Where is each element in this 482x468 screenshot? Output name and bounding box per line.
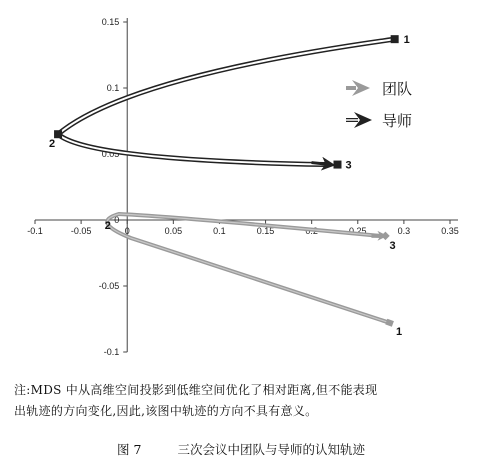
x-tick-label: 0.35: [441, 226, 459, 236]
y-tick-label: 0: [114, 215, 120, 225]
y-tick-label: -0.05: [98, 281, 120, 291]
x-tick-label: 0.15: [256, 226, 275, 236]
mentor-label-3: 3: [345, 159, 352, 172]
mentor-point-1: [391, 35, 399, 43]
note-line-2: 出轨迹的方向变化,因此,该图中轨迹的方向不具有意义。: [14, 404, 318, 418]
mentor-point-2: [54, 130, 62, 138]
figure-title: 三次会议中团队与导师的认知轨迹: [177, 442, 365, 457]
team-point-3: [381, 232, 389, 240]
x-tick-label: -0.05: [70, 226, 92, 236]
team-label-1: 1: [396, 325, 403, 338]
x-tick-label: 0.3: [397, 226, 411, 236]
mentor-label-1: 1: [403, 34, 410, 47]
mentor-arrow-3: [311, 163, 329, 165]
y-tick-label: 0.15: [101, 17, 120, 27]
mentor-label-2: 2: [49, 138, 56, 151]
note-line-1: 注:MDS 中从高维空间投影到低维空间优化了相对距离,但不能表现: [14, 383, 378, 397]
legend-team-label: 团队: [382, 80, 413, 98]
figure-number: 图 7: [117, 442, 142, 457]
x-tick-label: 0.25: [349, 226, 367, 236]
x-tick-label: 0.1: [213, 226, 226, 236]
figure-note: [14, 380, 474, 422]
mentor-trajectory-outline: [58, 39, 395, 164]
x-tick-label: 0.2: [305, 226, 318, 236]
x-tick-label: 0.05: [164, 226, 183, 236]
team-trajectory-line: [104, 214, 390, 323]
y-tick-label: -0.1: [103, 347, 120, 357]
mentor-point-3: [333, 161, 341, 169]
x-tick-label: -0.1: [27, 226, 43, 236]
y-tick-label: 0.05: [101, 149, 120, 159]
team-label-2: 2: [104, 220, 111, 232]
y-tick-label: 0.1: [106, 83, 120, 93]
legend-mentor-label: 导师: [382, 112, 413, 130]
figure-caption: [0, 440, 482, 458]
x-tick-label: 0: [124, 226, 130, 236]
mentor-trajectory-inner: [58, 39, 395, 164]
team-trajectory-highlight: [104, 214, 390, 323]
team-label-3: 3: [389, 239, 396, 252]
